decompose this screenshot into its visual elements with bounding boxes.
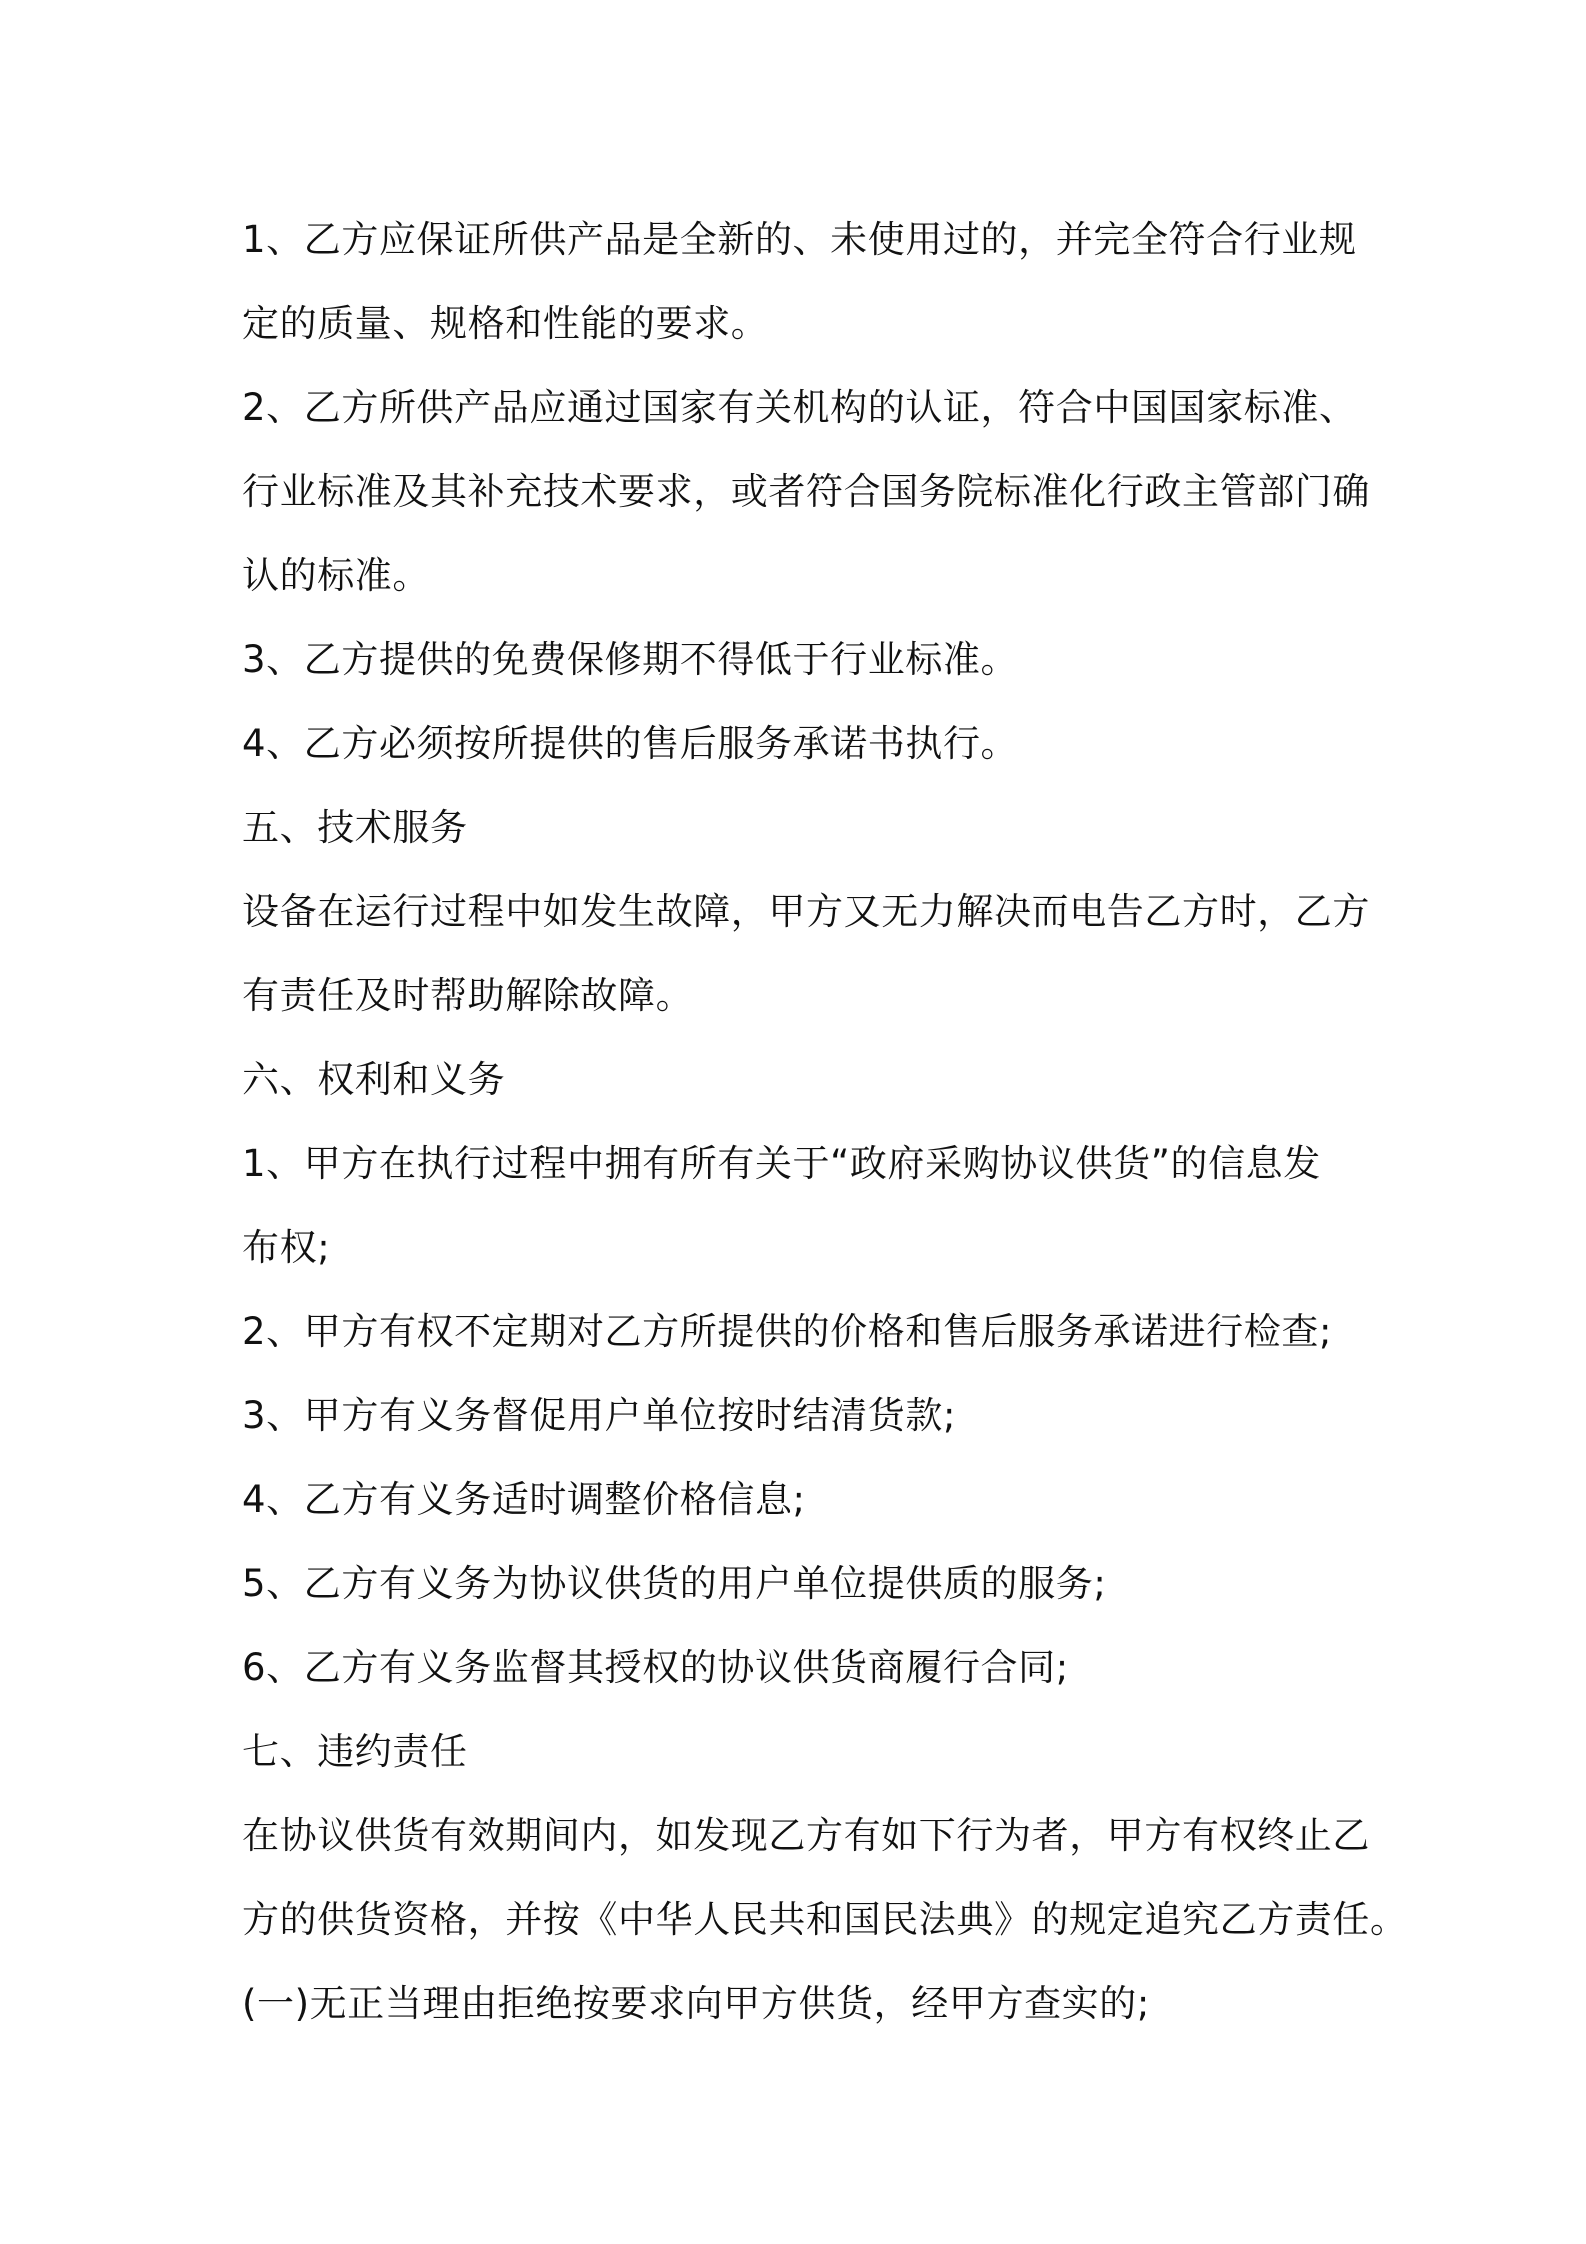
- section-heading-rights-obligations: 六、权利和义务: [242, 1058, 506, 1101]
- section-heading-breach-liability: 七、违约责任: [242, 1730, 468, 1773]
- text-line-1: 1、乙方应保证所供产品是全新的、未使用过的，并完全符合行业规: [242, 218, 1357, 261]
- text-line-15: 3、甲方有义务督促用户单位按时结清货款;: [242, 1394, 957, 1437]
- text-line-16: 4、乙方有义务适时调整价格信息;: [242, 1478, 806, 1521]
- text-line-3: 2、乙方所供产品应通过国家有关机构的认证，符合中国国家标准、: [242, 386, 1357, 429]
- text-line-12: 1、甲方在执行过程中拥有所有关于“政府采购协议供货”的信息发: [242, 1142, 1321, 1185]
- text-line-4: 行业标准及其补充技术要求，或者符合国务院标准化行政主管部门确: [242, 470, 1370, 513]
- text-line-14: 2、甲方有权不定期对乙方所提供的价格和售后服务承诺进行检查;: [242, 1310, 1333, 1353]
- text-line-6: 3、乙方提供的免费保修期不得低于行业标准。: [242, 638, 1019, 681]
- text-line-17: 5、乙方有义务为协议供货的用户单位提供质的服务;: [242, 1562, 1107, 1605]
- document-body: [242, 198, 1408, 2046]
- text-line-7: 4、乙方必须按所提供的售后服务承诺书执行。: [242, 722, 1019, 765]
- text-line-10: 有责任及时帮助解除故障。: [242, 974, 694, 1017]
- text-line-13: 布权;: [242, 1226, 331, 1269]
- section-heading-technical-service: 五、技术服务: [242, 806, 468, 849]
- text-line-22: (一)无正当理由拒绝按要求向甲方供货，经甲方查实的;: [242, 1982, 1150, 2025]
- text-line-21: 方的供货资格，并按《中华人民共和国民法典》的规定追究乙方责任。: [242, 1898, 1408, 1941]
- text-line-18: 6、乙方有义务监督其授权的协议供货商履行合同;: [242, 1646, 1069, 1689]
- text-line-5: 认的标准。: [242, 554, 430, 597]
- text-line-2: 定的质量、规格和性能的要求。: [242, 302, 769, 345]
- text-line-20: 在协议供货有效期间内，如发现乙方有如下行为者，甲方有权终止乙: [242, 1814, 1370, 1857]
- text-line-9: 设备在运行过程中如发生故障，甲方又无力解决而电告乙方时，乙方: [242, 890, 1370, 933]
